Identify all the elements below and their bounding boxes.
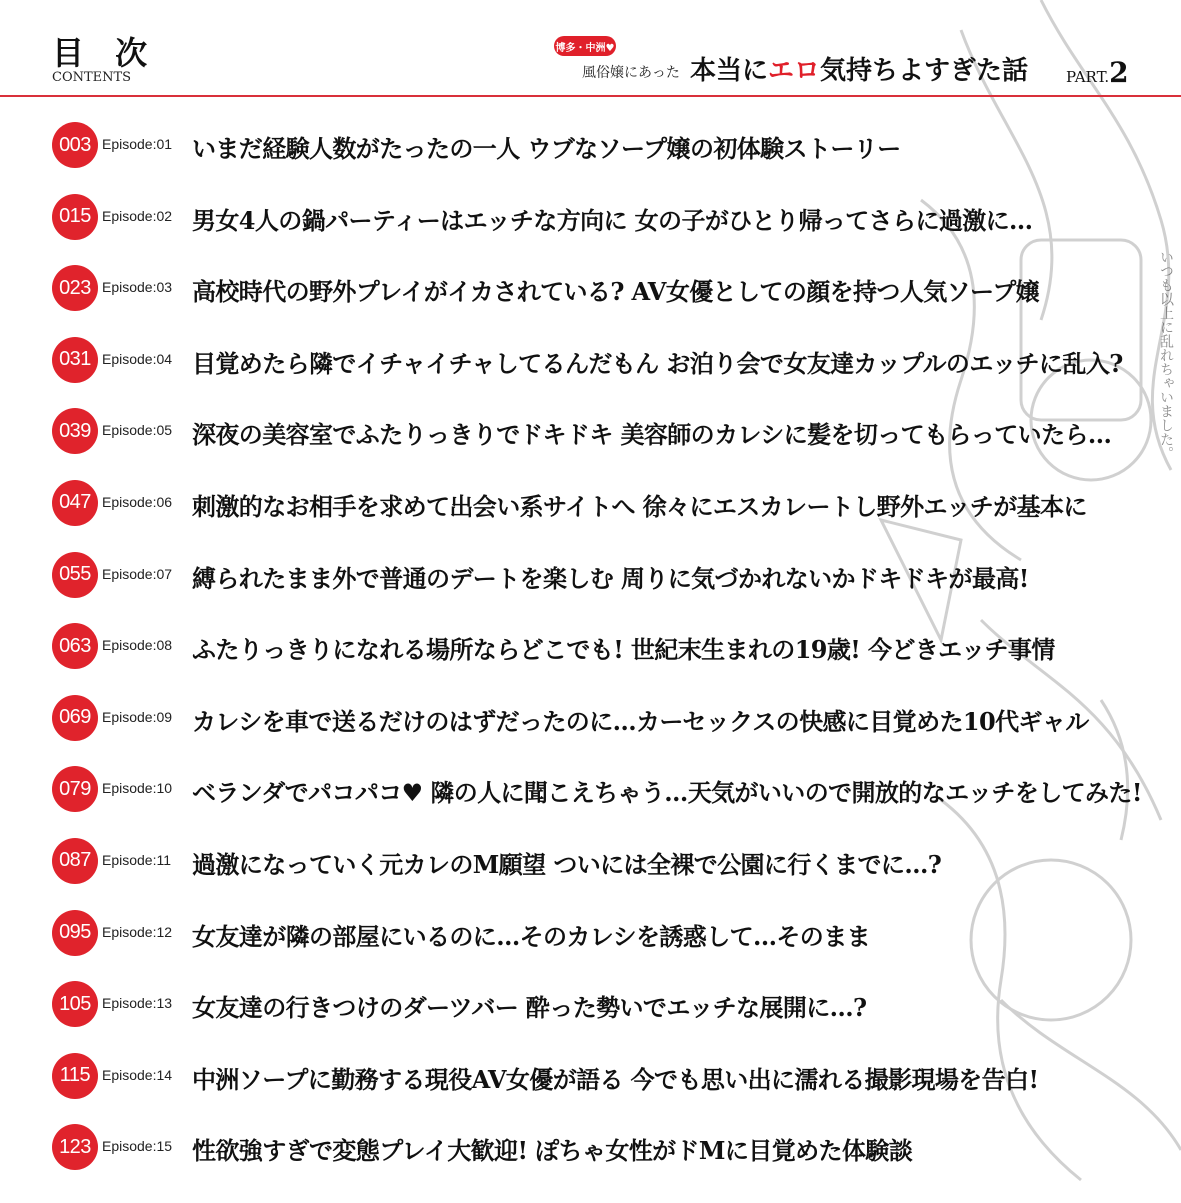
book-location-badge: 博多・中洲♥ [554, 36, 616, 56]
toc-row[interactable] [0, 896, 1181, 968]
episode-label: Episode:15 [102, 1138, 173, 1155]
episode-label: Episode:03 [102, 279, 173, 296]
episode-title: 女友達の行きつけのダーツバー 酔った勢いでエッチな展開に…? [192, 993, 867, 1023]
toc-row[interactable] [0, 251, 1181, 323]
page-number-badge: 063 [52, 623, 98, 669]
episode-title: 目覚めたら隣でイチャイチャしてるんだもん お泊り会で女友達カップルのエッチに乱入? [192, 348, 1123, 378]
book-title-accent: エロ [768, 56, 821, 86]
toc-row[interactable] [0, 108, 1181, 180]
episode-title: 深夜の美容室でふたりっきりでドキドキ 美容師のカレシに髪を切ってもらっていたら… [192, 420, 1112, 450]
book-title-prefix: 風俗嬢にあった [582, 65, 680, 81]
episode-label: Episode:11 [102, 851, 172, 868]
episode-title: 中洲ソープに勤務する現役AV女優が語る 今でも思い出に濡れる撮影現場を告白! [192, 1064, 1039, 1094]
book-part-label [1066, 56, 1129, 89]
book-title-part2: 気持ちよすぎた話 [820, 56, 1029, 86]
episode-label: Episode:01 [102, 136, 173, 152]
page-number-badge: 055 [52, 552, 98, 598]
book-part-number: 2 [1109, 56, 1129, 89]
page-title: 目 次 [52, 34, 158, 72]
page-number-badge: 047 [52, 480, 98, 526]
header-divider [0, 95, 1181, 97]
episode-label: Episode:12 [102, 923, 173, 940]
book-part-text: PART. [1066, 68, 1110, 86]
episode-label: Episode:14 [102, 1066, 173, 1083]
toc-row[interactable] [0, 967, 1181, 1039]
page-header [0, 0, 1181, 96]
episode-title: 縛られたまま外で普通のデートを楽しむ 周りに気づかれないかドキドキが最高! [192, 563, 1029, 593]
episode-title: 過激になっていく元カレのM願望 ついには全裸で公園に行くまでに…? [192, 849, 942, 879]
toc-row[interactable] [0, 609, 1181, 681]
episode-label: Episode:04 [102, 350, 173, 367]
episode-title: ベランダでパコパコ♥ 隣の人に聞こえちゃう…天気がいいので開放的なエッチをしてみた! [192, 778, 1142, 808]
page-number-badge: 105 [52, 981, 98, 1027]
toc-row[interactable] [0, 180, 1181, 252]
episode-label: Episode:06 [102, 493, 173, 510]
toc-row[interactable] [0, 466, 1181, 538]
episode-title: 高校時代の野外プレイがイカされている? AV女優としての顔を持つ人気ソープ嬢 [192, 277, 1040, 307]
episode-title: カレシを車で送るだけのはずだったのに…カーセックスの快感に目覚めた10代ギャル [192, 706, 1089, 736]
episode-title: 男女4人の鍋パーティーはエッチな方向に 女の子がひとり帰ってさらに過激に… [192, 205, 1033, 235]
table-of-contents [0, 108, 1181, 1182]
episode-label: Episode:07 [102, 565, 173, 582]
episode-title: 女友達が隣の部屋にいるのに…そのカレシを誘惑して…そのまま [192, 921, 870, 951]
episode-label: Episode:05 [102, 422, 173, 439]
toc-row[interactable] [0, 824, 1181, 896]
episode-title: いまだ経験人数がたったの一人 ウブなソープ嬢の初体験ストーリー [192, 134, 901, 163]
page-number-badge: 069 [52, 695, 98, 741]
toc-row[interactable] [0, 681, 1181, 753]
episode-label: Episode:13 [102, 995, 173, 1012]
toc-row[interactable] [0, 538, 1181, 610]
page-number-badge: 023 [52, 265, 98, 311]
episode-label: Episode:10 [102, 780, 173, 797]
episode-title: ふたりっきりになれる場所ならどこでも! 世紀末生まれの19歳! 今どきエッチ事情 [192, 635, 1055, 665]
toc-row[interactable] [0, 323, 1181, 395]
page-number-badge: 039 [52, 408, 98, 454]
page-number-badge: 079 [52, 766, 98, 812]
page-number-badge: 003 [52, 122, 98, 168]
toc-row[interactable] [0, 394, 1181, 466]
page-number-badge: 015 [52, 194, 98, 240]
book-title [690, 50, 1028, 87]
book-title-part1: 本当に [690, 56, 769, 86]
page-subtitle: CONTENTS [52, 70, 132, 85]
episode-label: Episode:09 [102, 708, 173, 725]
episode-title: 性欲強すぎで変態プレイ大歓迎! ぽちゃ女性がドMに目覚めた体験談 [192, 1136, 913, 1166]
page-number-badge: 115 [52, 1053, 98, 1099]
page-number-badge: 095 [52, 910, 98, 956]
episode-label: Episode:02 [102, 207, 173, 224]
episode-title: 刺激的なお相手を求めて出会い系サイトへ 徐々にエスカレートし野外エッチが基本に [192, 491, 1087, 521]
toc-row[interactable] [0, 1110, 1181, 1182]
background-speech-text: いつも以上に乱れちゃいました。 [1158, 250, 1174, 460]
page-number-badge: 031 [52, 337, 98, 383]
episode-label: Episode:08 [102, 637, 173, 654]
toc-row[interactable] [0, 1039, 1181, 1111]
toc-row[interactable] [0, 752, 1181, 824]
page-number-badge: 087 [52, 838, 98, 884]
page-number-badge: 123 [52, 1124, 98, 1170]
